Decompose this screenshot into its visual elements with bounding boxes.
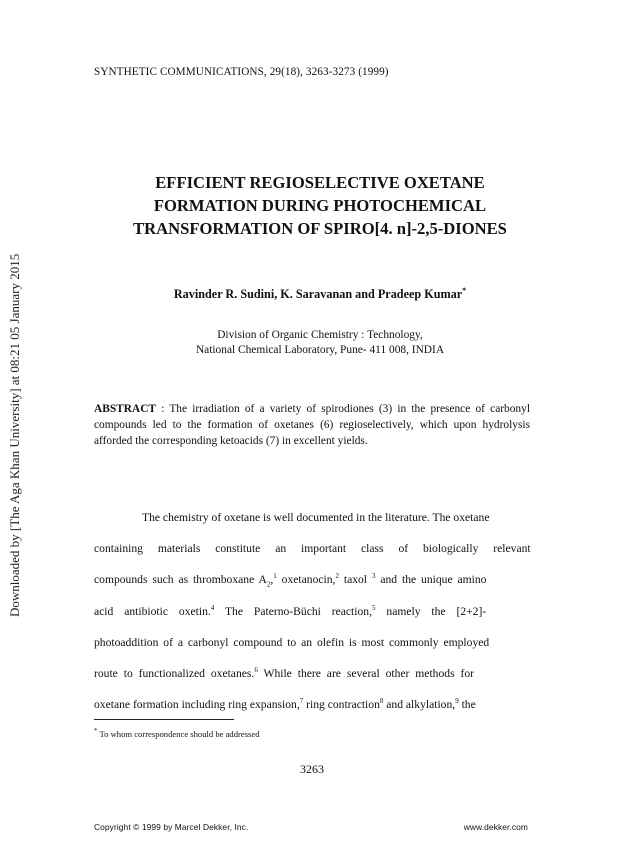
author-names: Ravinder R. Sudini, K. Saravanan and Pradeep Kumar <box>173 287 463 301</box>
body-line-text: containing materials constitute an important class of biologically relevant <box>94 542 531 556</box>
footnote-text: To whom correspondence should be addressed <box>97 729 260 739</box>
body-line-text: photoaddition of a carbonyl compound to an olefin is most commonly employed <box>94 635 490 649</box>
author-list <box>80 287 560 302</box>
body-line-text: oxetane formation including ring expansion,$^7$ ring contraction$^8$ and alkylation,$^9$ the <box>94 697 476 712</box>
body-line <box>94 502 530 533</box>
body-line-text: route to functionalized oxetanes.$^6$ While there are several other methods for <box>94 666 474 681</box>
body-line <box>94 627 530 658</box>
body-line-text: acid antibiotic oxetin.$^4$ The Paterno-Büchi reaction,$^5$ namely the [2+2]- <box>94 603 487 618</box>
body-line <box>94 658 530 689</box>
title-line: TRANSFORMATION OF SPIRO[4. n]-2,5-DIONES <box>133 219 507 238</box>
footnote-divider <box>94 719 234 720</box>
title-line: FORMATION DURING PHOTOCHEMICAL <box>153 196 487 215</box>
paper-title <box>80 171 560 240</box>
body-line-text: The chemistry of oxetane is well documented in the literature. The oxetane <box>142 511 490 524</box>
body-line <box>94 596 530 627</box>
affiliation-line: National Chemical Laboratory, Pune- 411 008, INDIA <box>195 344 445 356</box>
body-line <box>94 564 530 595</box>
abstract-text: : The irradiation of a variety of spirodiones (3) in the presence of carbonyl compounds led to the formation of oxetanes (6) regioselectively, which upon hydrolysis afforded the corresponding ketoacids (7) in excellent yields. <box>94 403 530 447</box>
body-line <box>94 533 530 564</box>
journal-citation: SYNTHETIC COMMUNICATIONS, 29(18), 3263-3273 (1999) <box>94 66 389 78</box>
footnote-mark: * <box>94 727 98 736</box>
affiliation <box>80 328 560 358</box>
title-line: EFFICIENT REGIOSELECTIVE OXETANE <box>155 173 485 192</box>
abstract <box>94 402 530 449</box>
abstract-label: ABSTRACT <box>94 403 157 415</box>
download-watermark: Downloaded by [The Aga Khan University] at 08:21 05 January 2015 <box>7 253 22 617</box>
body-line <box>94 689 530 720</box>
corresponding-author-mark: * <box>462 285 467 295</box>
body-text <box>94 502 530 720</box>
page-number: 3263 <box>300 762 324 776</box>
affiliation-line: Division of Organic Chemistry : Technology, <box>217 329 423 341</box>
publisher-url: www.dekker.com <box>463 822 528 832</box>
copyright-notice: Copyright © 1999 by Marcel Dekker, Inc. <box>94 822 249 832</box>
body-line-text: compounds such as thromboxane $A_2,^1$ oxetanocin,$^2$ taxol $^3$ and the unique amino <box>94 572 487 589</box>
footnote <box>94 729 260 739</box>
